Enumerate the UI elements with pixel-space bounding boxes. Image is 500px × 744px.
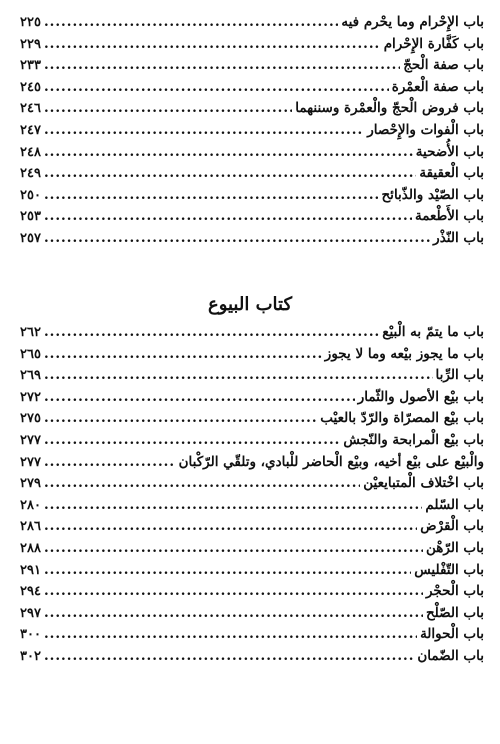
toc-entry-title: باب بيْع الْمرابحة والنّجش: [343, 431, 484, 448]
toc-entry: [20, 77, 484, 99]
toc-entry: [20, 185, 484, 207]
toc-entry-page-number: ٢٩١: [20, 562, 41, 578]
dot-leader: [41, 228, 433, 250]
dot-leader: [41, 322, 382, 344]
dot-leader: [41, 408, 320, 430]
toc-entry-title: باب كَفَّارة الإِحْرام: [383, 35, 484, 52]
dot-leader: [41, 495, 425, 517]
toc-entry: [20, 142, 484, 164]
dot-leader: [41, 387, 358, 409]
toc-entry-page-number: ٢٧٩: [20, 476, 41, 492]
toc-entry: [20, 322, 484, 344]
dot-leader: [41, 538, 426, 560]
toc-entry-title: باب الْحجْر: [425, 583, 484, 600]
toc-entry: [20, 12, 484, 34]
toc-entry-page-number: ٢٢٥: [20, 15, 41, 30]
toc-entry: [20, 560, 484, 582]
toc-entry-page-number: ٢٨٦: [20, 519, 41, 535]
toc-entry: [20, 365, 484, 387]
dot-leader: [41, 12, 341, 34]
toc-entry-page-number: ٢٨٨: [20, 540, 41, 556]
toc-entry-title: والْبيْع على بيْع أخيه، وبيْع الْحاضر للْبادي، وتلقّي الرّكْبان: [178, 453, 484, 470]
dot-leader: [41, 430, 343, 452]
toc-entry-title: باب الصّيْد والذّبائح: [381, 186, 484, 203]
dot-leader: [41, 473, 363, 495]
dot-leader: [41, 98, 295, 120]
toc-entry-title: باب فروض الْحجّ والْعمْرة وسننهما: [295, 100, 484, 117]
toc-entry: [20, 603, 484, 625]
toc-entry-page-number: ٢٤٦: [20, 101, 41, 117]
dot-leader: [41, 624, 420, 646]
dot-leader: [41, 185, 382, 207]
toc-entry-page-number: ٢٥٧: [20, 230, 41, 246]
toc-entry: [20, 344, 484, 366]
toc-entry: [20, 581, 484, 603]
toc-entry-page-number: ٣٠٠: [20, 627, 41, 643]
toc-entry: [20, 646, 484, 668]
toc-entry-page-number: ٢٣٣: [20, 58, 41, 74]
toc-entry-title: باب صفة الْحجّ: [403, 57, 484, 74]
dot-leader: [41, 516, 420, 538]
toc-section-hajj: [20, 12, 484, 250]
toc-entry: [20, 387, 484, 409]
toc-entry: [20, 452, 484, 474]
dot-leader: [41, 603, 426, 625]
toc-entry-title: باب ما يجوز بيْعه وما لا يجوز: [324, 345, 484, 362]
toc-entry-page-number: ٢٧٢: [20, 389, 41, 405]
toc-entry: [20, 624, 484, 646]
dot-leader: [41, 365, 436, 387]
toc-entry-title: باب الأَطْعمة: [414, 208, 484, 225]
toc-entry-title: باب الأُضحية: [415, 143, 484, 160]
toc-entry: [20, 34, 484, 56]
dot-leader: [41, 581, 426, 603]
part-heading: كتاب البيوع: [207, 294, 293, 315]
toc-section-sales: [20, 322, 484, 668]
toc-entry-page-number: ٢٤٩: [20, 166, 41, 182]
toc-entry-title: باب الإِحْرام وما يحْرم فيه: [341, 14, 484, 30]
toc-entry-page-number: ٢٧٧: [20, 432, 41, 448]
toc-entry: [20, 98, 484, 120]
toc-entry-page-number: ٣٠٢: [20, 648, 41, 664]
toc-entry-title: باب السّلم: [425, 496, 484, 513]
toc-entry: [20, 206, 484, 228]
toc-entry-title: باب الْعقيقة: [419, 165, 484, 182]
toc-entry: [20, 120, 484, 142]
toc-entry-title: باب اخْتلاف الْمتبايعيْن: [363, 475, 484, 492]
dot-leader: [41, 142, 416, 164]
toc-entry-page-number: ٢٦٥: [20, 346, 41, 362]
toc-entry-page-number: ٢٧٧: [20, 454, 41, 470]
toc-entry: [20, 163, 484, 185]
toc-entry: [20, 430, 484, 452]
toc-entry-title: باب التّفْليس: [414, 561, 484, 578]
toc-entry-page-number: ٢٤٥: [20, 79, 41, 95]
toc-entry: [20, 495, 484, 517]
toc-entry-page-number: ٢٢٩: [20, 36, 41, 52]
toc-entry: [20, 473, 484, 495]
toc-entry-title: باب صفة الْعمْرة: [391, 78, 484, 95]
dot-leader: [41, 77, 392, 99]
toc-entry-title: باب الْقرْض: [420, 518, 484, 535]
toc-entry-page-number: ٢٨٠: [20, 497, 41, 513]
toc-entry: [20, 55, 484, 77]
toc-entry-page-number: ٢٦٢: [20, 325, 41, 340]
toc-entry-title: باب ما يتمّ به الْبيْع: [382, 324, 484, 340]
dot-leader: [41, 120, 367, 142]
toc-entry-title: باب الرِّبا: [435, 367, 484, 384]
dot-leader: [41, 560, 414, 582]
toc-entry-page-number: ٢٩٤: [20, 584, 41, 600]
toc-entry-title: باب الصّلْح: [425, 604, 484, 621]
toc-entry-title: باب الرّهْن: [426, 539, 484, 556]
toc-entry: [20, 228, 484, 250]
toc-entry-page-number: ٢٧٥: [20, 411, 41, 427]
dot-leader: [41, 163, 419, 185]
toc-entry-title: باب الضّمان: [417, 647, 484, 664]
toc-entry-page-number: ٢٥٠: [20, 187, 41, 203]
toc-entry-page-number: ٢٤٧: [20, 122, 41, 138]
toc-entry-page-number: ٢٤٨: [20, 144, 41, 160]
toc-entry-title: باب بيْع الأصول والثّمار: [357, 388, 484, 405]
dot-leader: [41, 646, 417, 668]
toc-entry-page-number: ٢٥٣: [20, 209, 41, 225]
toc-entry: [20, 516, 484, 538]
dot-leader: [41, 206, 415, 228]
dot-leader: [41, 55, 403, 77]
toc-entry-page-number: ٢٩٧: [20, 605, 41, 621]
dot-leader: [41, 34, 384, 56]
dot-leader: [41, 344, 325, 366]
toc-entry-title: باب بيْع المصرّاة والرّدّ بالعيْب: [320, 410, 484, 427]
toc-entry-title: باب النّذْر: [433, 229, 484, 246]
toc-entry-title: باب الْفوات والإِحْصار: [367, 121, 484, 138]
toc-entry: [20, 538, 484, 560]
toc-entry: [20, 408, 484, 430]
toc-entry-page-number: ٢٦٩: [20, 368, 41, 384]
toc-entry-title: باب الْحوالة: [420, 626, 484, 643]
dot-leader: [41, 452, 179, 474]
